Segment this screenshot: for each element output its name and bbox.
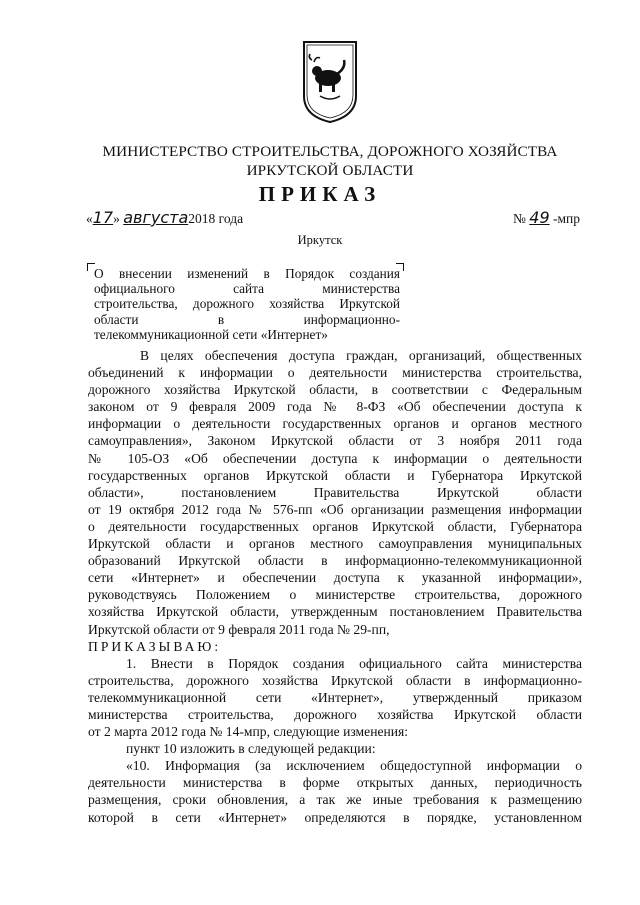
order-date: [86, 208, 243, 227]
body-line: Иркутской области и органов местного самоуправления муниципальных: [88, 536, 582, 552]
date-close-quote: »: [113, 211, 120, 226]
number-prefix: №: [513, 211, 526, 226]
body-line: сети «Интернет» и обеспечении доступа к указанной информации»,: [88, 570, 582, 586]
subject-line: О внесении изменений в Порядок создания: [94, 266, 400, 281]
body-line: объединений к информации о деятельности министерства строительства,: [88, 365, 582, 381]
date-month: августа: [123, 208, 189, 227]
number-suffix: -мпр: [553, 211, 581, 226]
item10-line: «10. Информация (за исключением общедоступной информации о: [126, 758, 582, 774]
body-line: о деятельности государственных органов Иркутской области, Губернатора: [88, 518, 582, 534]
item1-line: телекоммуникационной сети «Интернет», утвержденный приказом: [88, 689, 582, 705]
body-line: образований Иркутской области в информационно-телекоммуникационной: [88, 553, 582, 569]
body-line: от 19 октября 2012 года № 576-пп «Об организации размещения информации: [88, 501, 582, 517]
subject-line: области в информационно-: [94, 311, 400, 327]
item1-line: строительства, дорожного хозяйства Иркутской области в информационно-: [88, 672, 582, 688]
body-line: № 105-ОЗ «Об обеспечении доступа к информации о деятельности: [88, 450, 582, 466]
city-name: Иркутск: [297, 233, 343, 247]
orders-heading: ПРИКАЗЫВАЮ:: [88, 638, 222, 654]
ministry-name-line1: МИНИСТЕРСТВО СТРОИТЕЛЬСТВА, ДОРОЖНОГО ХОЗЯЙСТВА: [102, 143, 558, 160]
item10-line: размещения, сроки обновления, а так же иные требования к размещению: [88, 792, 582, 808]
body-line: законом от 9 февраля 2009 года № 8-ФЗ «Об обеспечении доступа к: [88, 399, 582, 415]
item1-line: 1. Внести в Порядок создания официального сайта министерства: [126, 655, 582, 671]
date-year: 2018 года: [188, 211, 244, 226]
item10-line: деятельности министерства в форме открытых данных, периодичность: [88, 775, 582, 791]
order-number: [513, 208, 580, 227]
subject-line: официального сайта министерства: [94, 281, 400, 297]
body-line: самоуправления», Законом Иркутской области от 3 ноября 2011 года: [88, 433, 582, 449]
ministry-name-line2: ИРКУТСКОЙ ОБЛАСТИ: [246, 162, 414, 179]
body-line: информации о деятельности государственных органов и органов местного: [88, 416, 582, 432]
body-line: Иркутской области от 9 февраля 2011 года № 29-пп,: [88, 621, 390, 637]
subject-line: телекоммуникационной сети «Интернет»: [94, 326, 328, 342]
body-line: руководствуясь Положением о министерстве строительства, дорожного: [88, 587, 582, 603]
number-value: 49: [529, 208, 550, 227]
item1-line: министерства строительства, дорожного хозяйства Иркутской области: [88, 706, 582, 722]
body-line: хозяйства Иркутской области, утвержденным постановлением Правительства: [88, 604, 582, 620]
subject-line: строительства, дорожного хозяйства Иркутской: [94, 296, 400, 312]
body-line: В целях обеспечения доступа граждан, организаций, общественных: [140, 348, 582, 363]
body-line: области», постановлением Правительства Иркутской области: [88, 484, 582, 500]
irkutsk-coat-of-arms-icon: [302, 40, 358, 124]
date-day: 17: [92, 208, 114, 227]
item10-line: которой в сети «Интернет» определяются в порядке, установленном: [88, 809, 582, 825]
body-line: государственных органов Иркутской области и Губернатора Иркутской: [88, 467, 582, 483]
item1-sub-line: пункт 10 изложить в следующей редакции:: [126, 741, 376, 757]
document-type-title: ПРИКАЗ: [258, 182, 382, 206]
body-line: дорожного хозяйства Иркутской области, в соответствии с Федеральным: [88, 382, 582, 398]
subject-block: [94, 266, 400, 342]
date-open-quote: «: [86, 211, 93, 226]
item1-line: от 2 марта 2012 года № 14-мпр, следующие изменения:: [88, 724, 409, 740]
document-body: [88, 347, 582, 826]
